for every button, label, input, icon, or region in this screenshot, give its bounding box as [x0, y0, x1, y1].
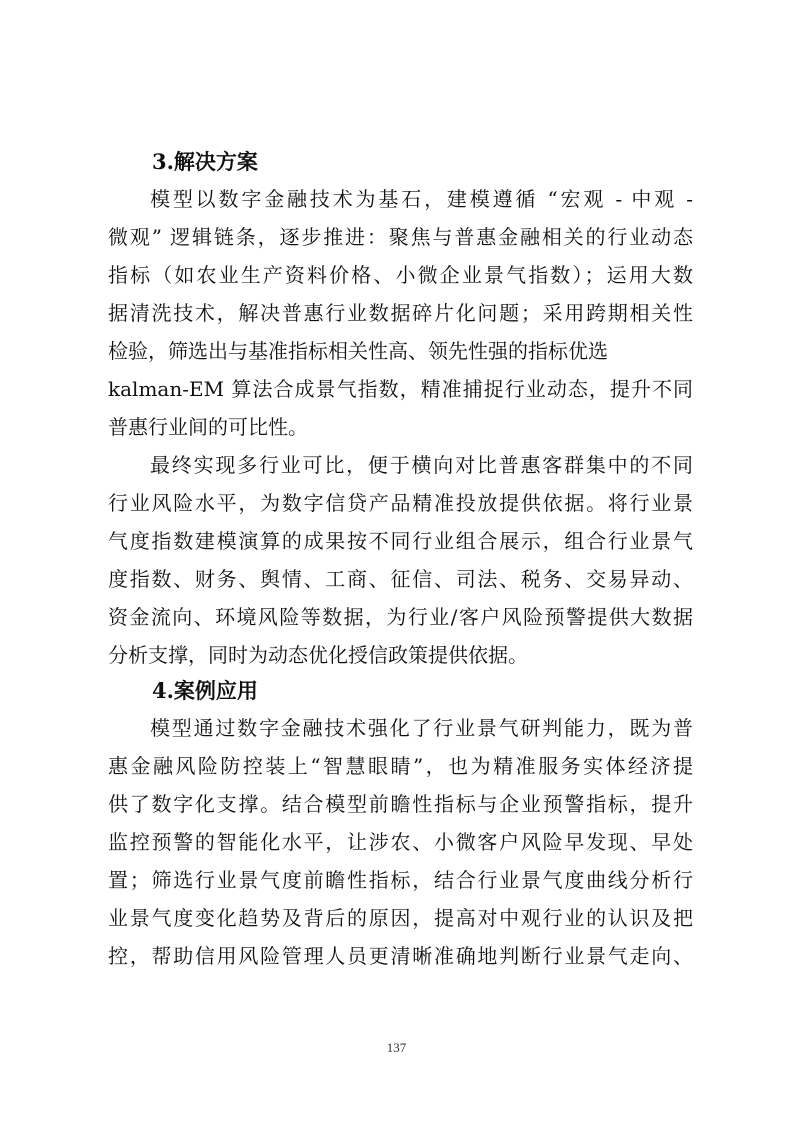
paragraph-line: 模型以数字金融技术为基石，建模遵循 “宏观 - 中观 - — [150, 187, 693, 211]
paragraph-line: 指标（如农业生产资料价格、小微企业景气指数）；运用大数 — [108, 263, 693, 287]
section-4-heading: 4.案例应用 — [152, 678, 258, 703]
paragraph-line: 最终实现多行业可比，便于横向对比普惠客群集中的不同 — [150, 453, 693, 477]
paragraph-line: 监控预警的智能化水平，让涉农、小微客户风险早发现、早处 — [108, 830, 693, 854]
paragraph-line: 供了数字化支撑。结合模型前瞻性指标与企业预警指标，提升 — [108, 792, 693, 816]
paragraph-line: 气度指数建模演算的成果按不同行业组合展示，组合行业景气 — [108, 529, 693, 553]
paragraph-line: 行业风险水平，为数字信贷产品精准投放提供依据。将行业景 — [108, 491, 693, 515]
paragraph-line: kalman-EM 算法合成景气指数，精准捕捉行业动态，提升不同 — [108, 377, 693, 401]
paragraph-line: 资金流向、环境风险等数据，为行业/客户风险预警提供大数据 — [108, 605, 693, 629]
page-number: 137 — [386, 1040, 407, 1055]
paragraph-line: 微观” 逻辑链条，逐步推进：聚焦与普惠金融相关的行业动态 — [108, 225, 693, 249]
paragraph-line: 置；筛选行业景气度前瞻性指标，结合行业景气度曲线分析行 — [108, 868, 693, 892]
paragraph-line: 控，帮助信用风险管理人员更清晰准确地判断行业景气走向、 — [108, 944, 693, 968]
paragraph-line: 业景气度变化趋势及背后的原因，提高对中观行业的认识及把 — [108, 906, 693, 930]
paragraph-line: 惠金融风险防控装上“智慧眼睛”，也为精准服务实体经济提 — [108, 754, 693, 778]
paragraph-line: 模型通过数字金融技术强化了行业景气研判能力，既为普 — [150, 716, 693, 740]
paragraph-line: 检验，筛选出与基准指标相关性高、领先性强的指标优选 — [108, 339, 608, 363]
section-3-heading: 3.解决方案 — [152, 149, 258, 174]
paragraph-line: 度指数、财务、舆情、工商、征信、司法、税务、交易异动、 — [108, 567, 693, 591]
paragraph-line: 普惠行业间的可比性。 — [108, 415, 308, 439]
paragraph-line: 据清洗技术，解决普惠行业数据碎片化问题；采用跨期相关性 — [108, 301, 693, 325]
paragraph-line: 分析支撑，同时为动态优化授信政策提供依据。 — [108, 643, 528, 667]
